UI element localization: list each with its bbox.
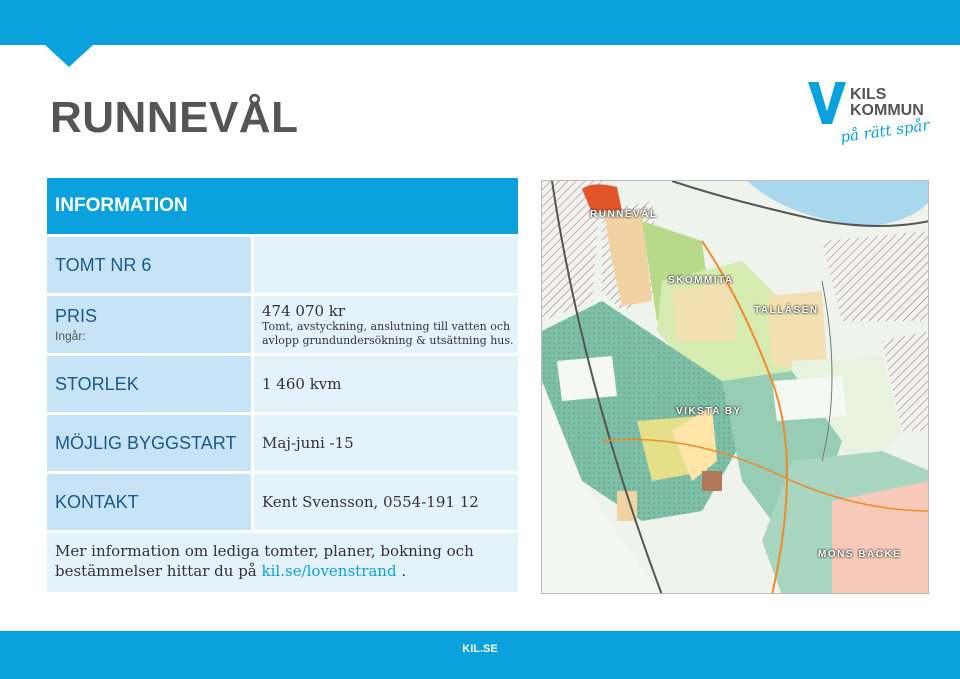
page-title: RUNNEVÅL xyxy=(50,93,299,142)
kils-kommun-logo xyxy=(806,80,936,152)
map-label-skommita: SKOMMITA xyxy=(668,275,734,286)
tomt-label xyxy=(47,237,251,293)
storlek-value xyxy=(254,356,518,412)
storlek-value-text: 1 460 kvm xyxy=(262,375,342,393)
top-banner xyxy=(0,0,960,45)
byggstart-value-text: Maj-juni -15 xyxy=(262,434,354,452)
pris-label-text: PRIS xyxy=(55,306,98,326)
tomt-label-text: TOMT NR 6 xyxy=(55,254,152,275)
info-header: INFORMATION xyxy=(47,178,518,234)
kontakt-label xyxy=(47,474,251,530)
more-info-body: Mer information om lediga tomter, planer, bokning och bestämmelser hittar du på xyxy=(55,542,474,580)
logo-line1: KILS xyxy=(850,86,887,103)
kontakt-value-text: Kent Svensson, 0554-191 12 xyxy=(262,493,479,511)
kontakt-value xyxy=(254,474,518,530)
more-info-end: . xyxy=(401,562,407,580)
map-label-mons-backe: MONS BACKE xyxy=(818,549,902,560)
pris-detail: Tomt, avstyckning, anslutning till vatten och avlopp grundundersökning & utsättning hus. xyxy=(262,319,514,347)
byggstart-value xyxy=(254,415,518,471)
pris-sub-label: Ingår: xyxy=(55,329,86,343)
more-info-text xyxy=(47,533,518,592)
footer-bar xyxy=(0,631,960,679)
map-graphic xyxy=(542,181,929,594)
logo-line2: KOMMUN xyxy=(850,102,924,119)
tomt-value xyxy=(254,237,518,293)
storlek-label-text: STORLEK xyxy=(55,373,139,394)
pris-value xyxy=(254,296,518,353)
map-label-viksta: VIKSTA BY xyxy=(676,406,742,417)
banner-notch xyxy=(45,45,93,67)
pris-label xyxy=(47,296,251,353)
lovenstrand-link[interactable]: kil.se/lovenstrand xyxy=(261,562,397,580)
byggstart-label-text: MÖJLIG BYGGSTART xyxy=(55,432,237,453)
footer-site[interactable]: KIL.SE xyxy=(462,643,498,655)
kontakt-label-text: KONTAKT xyxy=(55,491,139,512)
kils-v-icon xyxy=(806,80,848,128)
pris-amount: 474 070 kr xyxy=(262,301,346,320)
area-map xyxy=(541,180,929,594)
map-label-tallasen: TALLÅSEN xyxy=(754,305,819,316)
byggstart-label xyxy=(47,415,251,471)
map-label-runneval: RUNNEVÅL xyxy=(590,209,658,220)
logo-tagline: på rätt spår xyxy=(839,115,931,147)
storlek-label xyxy=(47,356,251,412)
